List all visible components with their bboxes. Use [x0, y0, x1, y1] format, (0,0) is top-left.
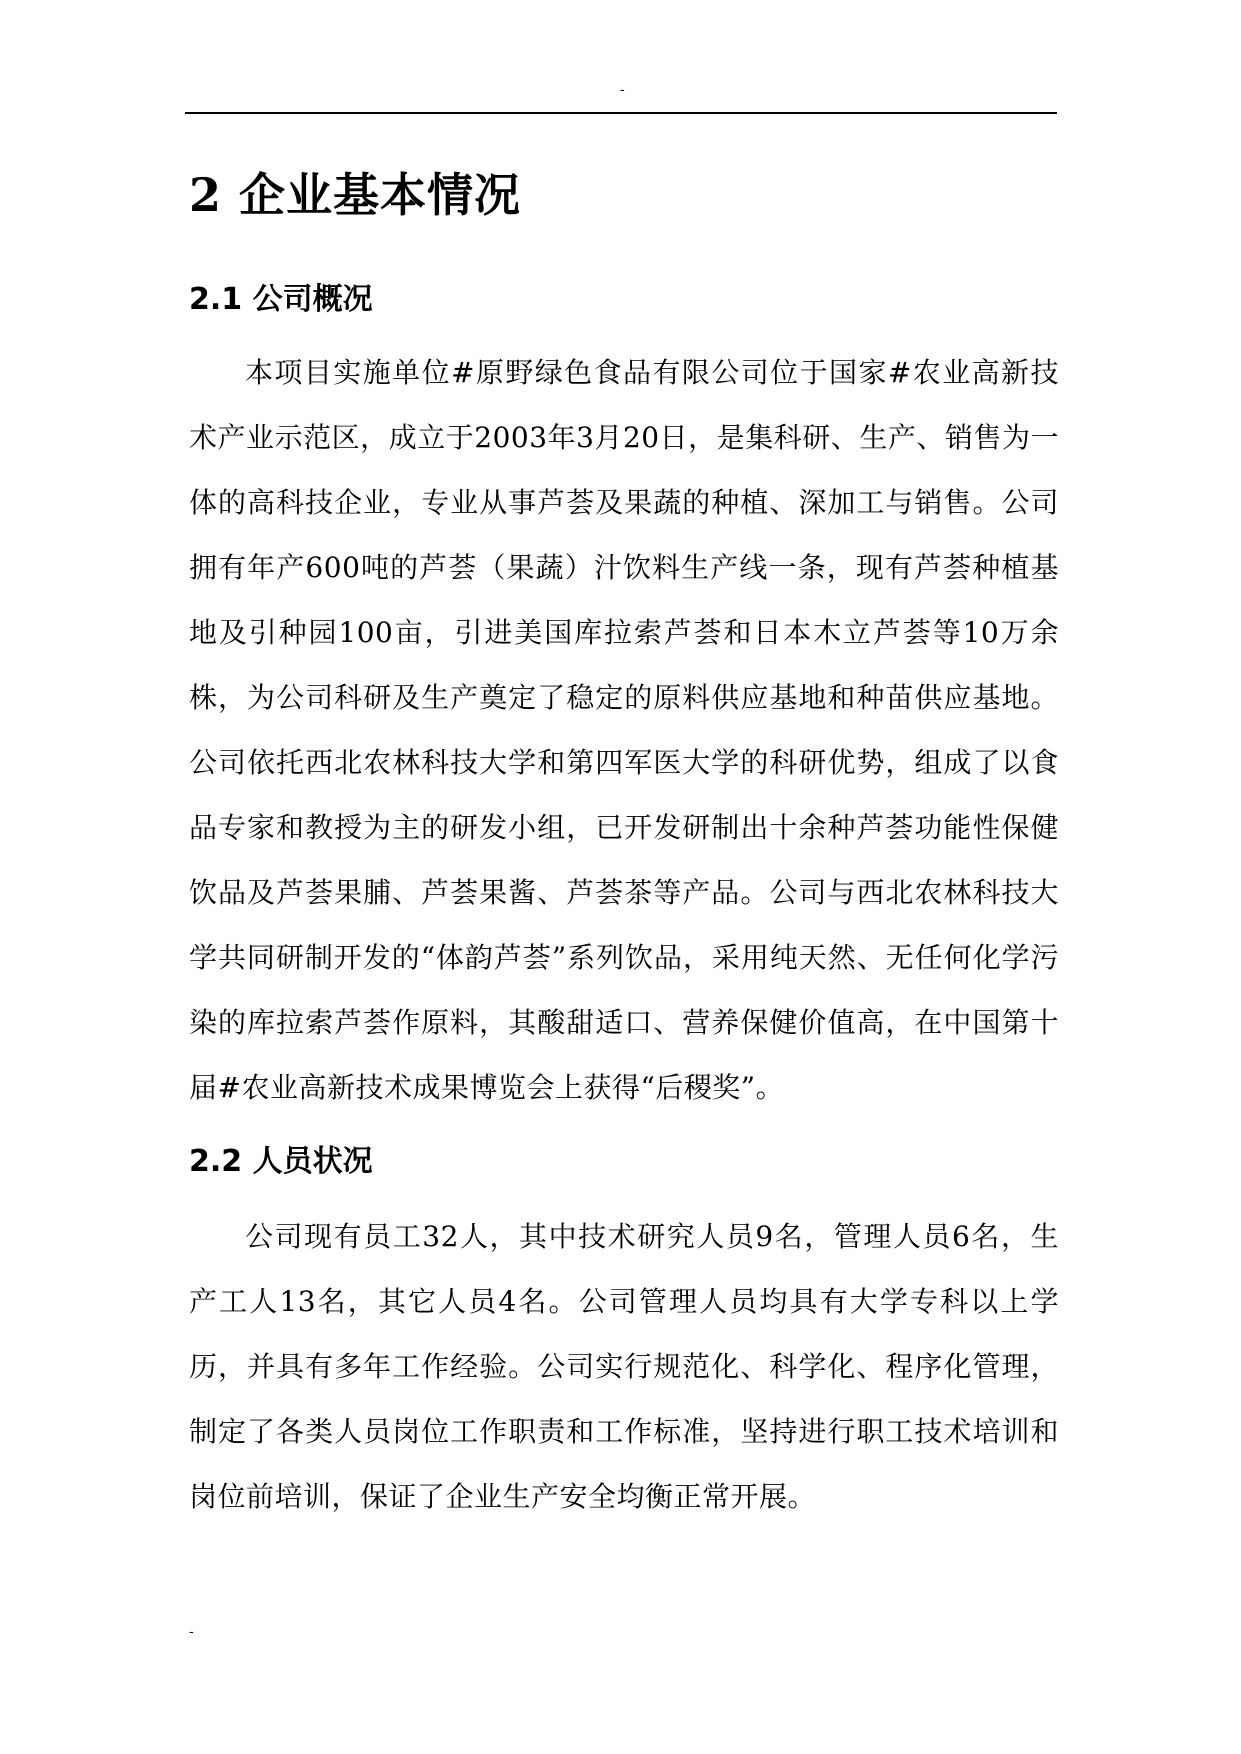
- section-heading-company-overview: 2.1 公司概况: [189, 282, 373, 317]
- footer-mark: -: [189, 1624, 194, 1640]
- staff-status-paragraph: 公司现有员工32人，其中技术研究人员9名，管理人员6名，生产工人13名，其它人员4名。公司管理人员均具有大学专科以上学历，并具有多年工作经验。公司实行规范化、科学化、程序化管理，制定了各类人员岗位工作职责和工作标准，坚持进行职工技术培训和岗位前培训，保证了企业生产安全均衡正常开展。: [189, 1220, 1059, 1513]
- chapter-title: 2 企业基本情况: [189, 168, 522, 222]
- section-heading-staff-status: 2.2 人员状况: [189, 1144, 373, 1179]
- header-mark: -: [620, 82, 625, 98]
- header-rule: [185, 112, 1057, 114]
- document-body: [189, 150, 1059, 1529]
- company-overview-paragraph: 本项目实施单位#原野绿色食品有限公司位于国家#农业高新技术产业示范区，成立于2003年3月20日，是集科研、生产、销售为一体的高科技企业，专业从事芦荟及果蔬的种植、深加工与销售。公司拥有年产600吨的芦荟（果蔬）汁饮料生产线一条，现有芦荟种植基地及引种园100亩，引进美国库拉索芦荟和日本木立芦荟等10万余株，为公司科研及生产奠定了稳定的原料供应基地和种苗供应基地。公司依托西北农林科技大学和第四军医大学的科研优势，组成了以食品专家和教授为主的研发小组，已开发研制出十余种芦荟功能性保健饮品及芦荟果脯、芦荟果酱、芦荟茶等产品。公司与西北农林科技大学共同研制开发的“体韵芦荟”系列饮品，采用纯天然、无任何化学污染的库拉索芦荟作原料，其酸甜适口、营养保健价值高，在中国第十届#农业高新技术成果博览会上获得“后稷奖”。: [189, 356, 1059, 1104]
